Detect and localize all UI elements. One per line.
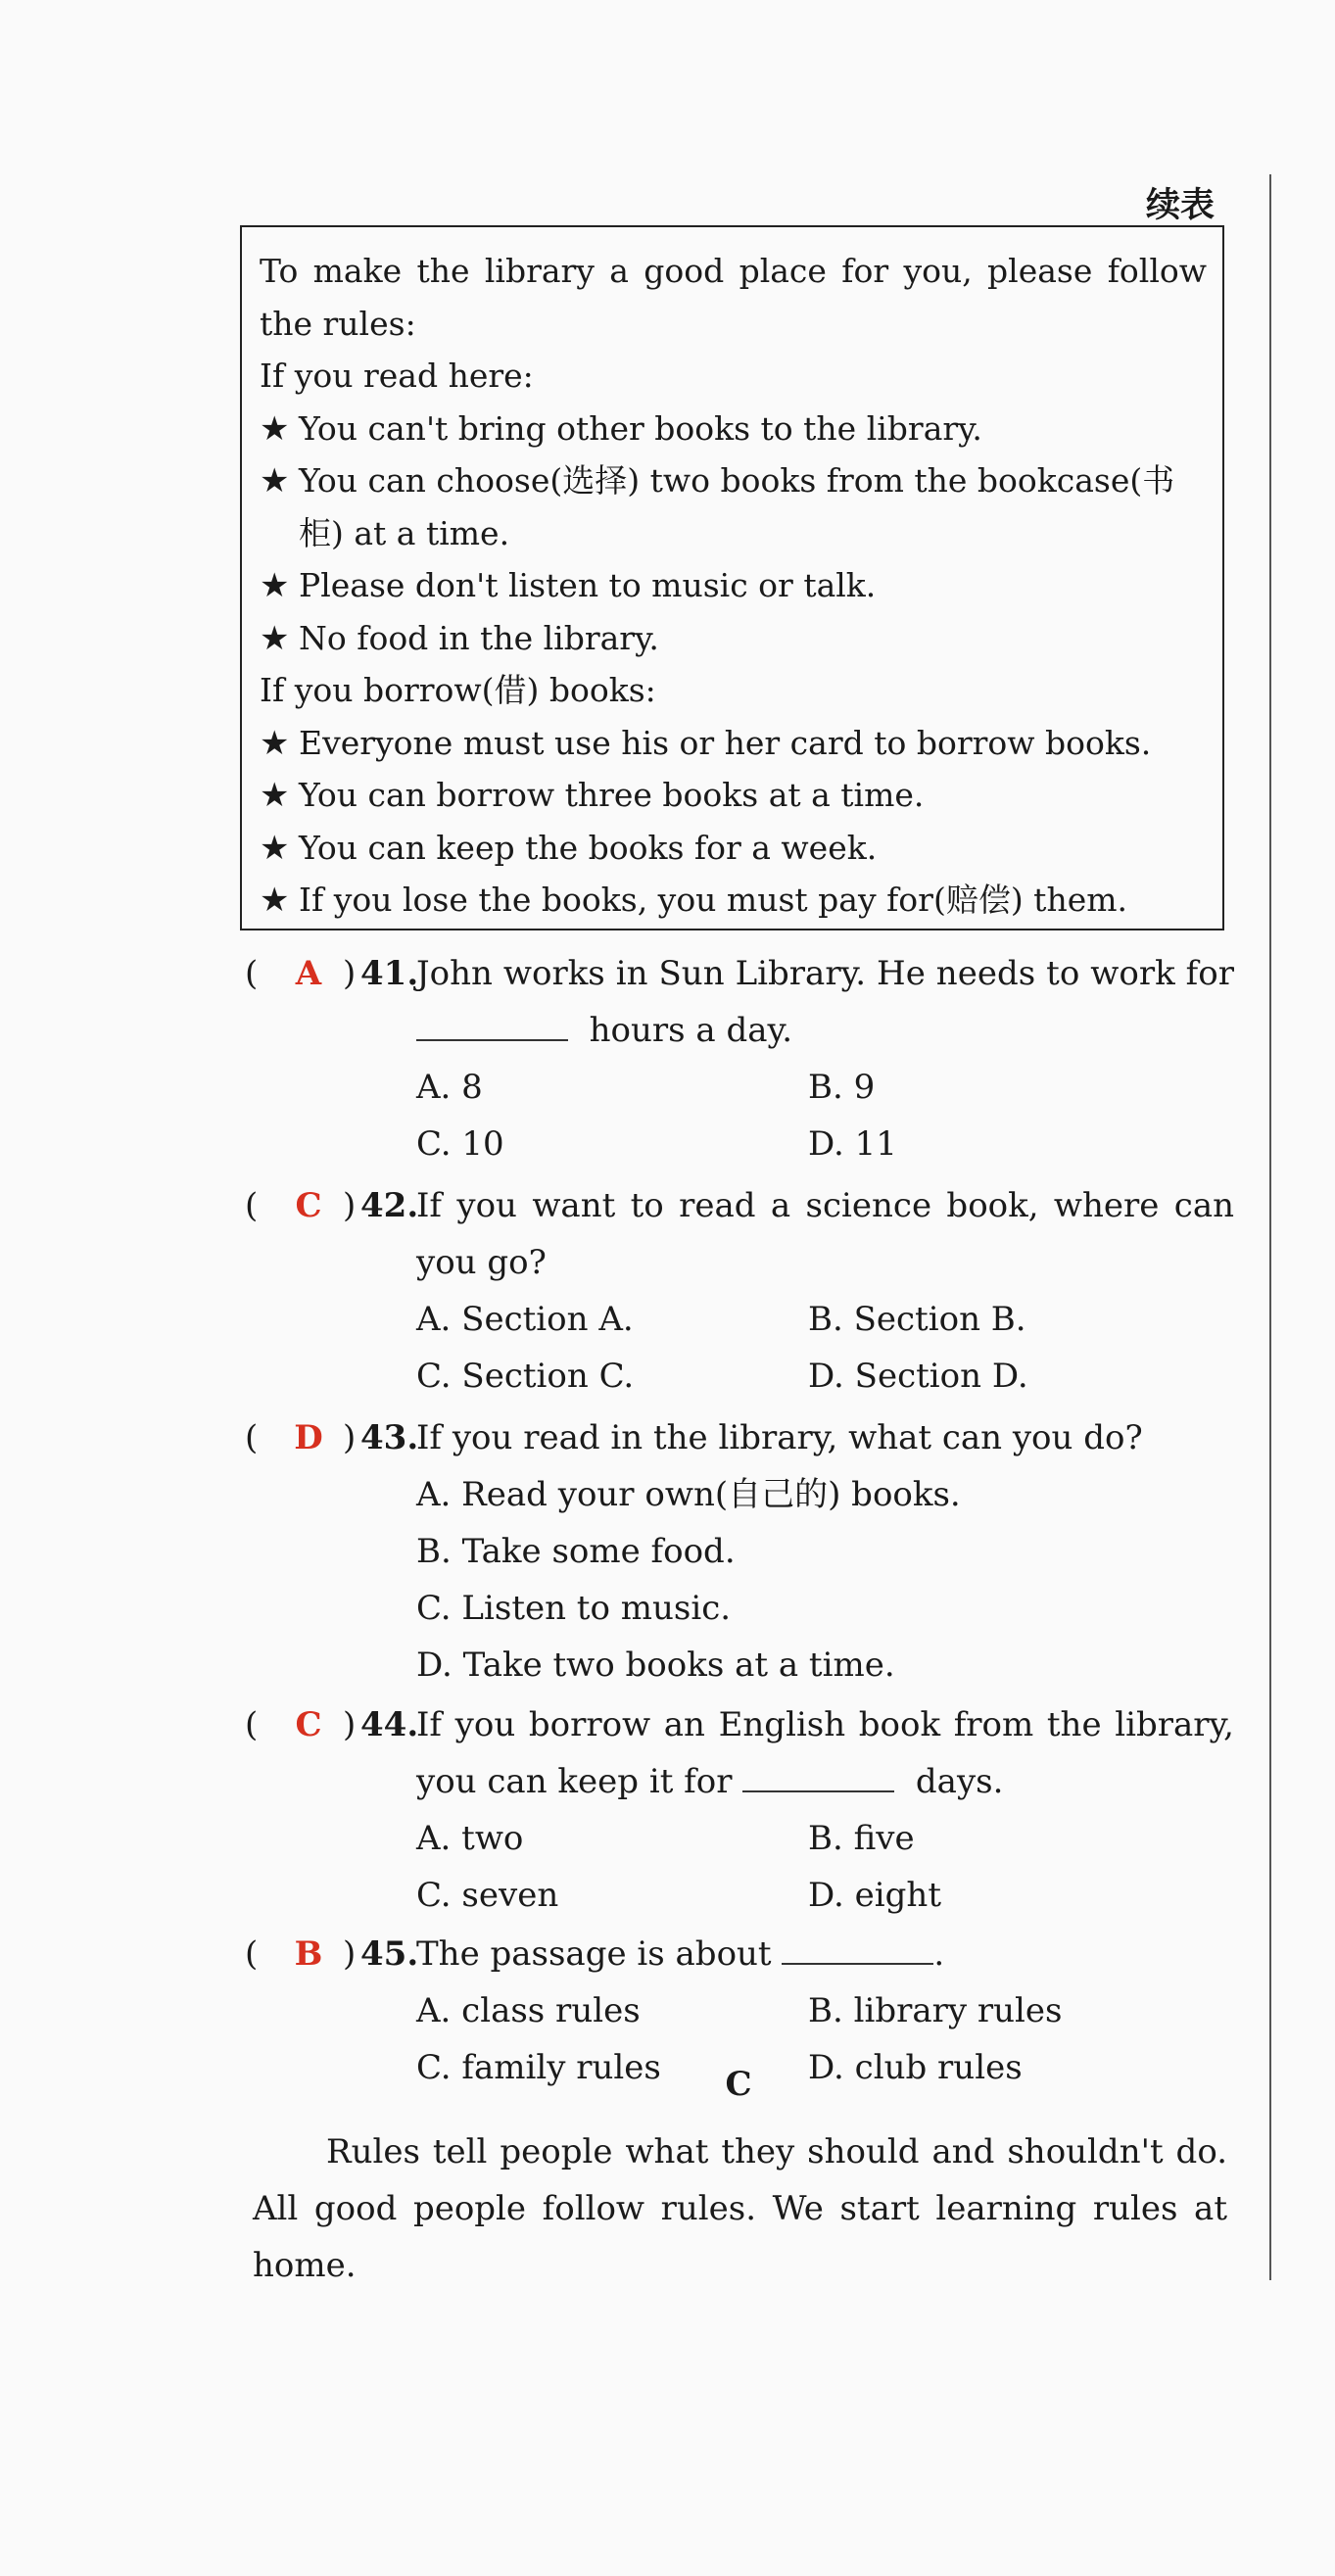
notice-line: If you borrow(借) books: (260, 671, 656, 709)
option: B. Section B. (808, 1300, 1026, 1339)
option: C. family rules (416, 2048, 661, 2087)
question-43: ( D ) 43. If you read in the library, what can you do? A. Read your own(自己的) books. B. Take some food. C. Listen to music. D. Take two books at a time. (245, 1409, 1234, 1693)
question-41: ( A ) 41. John works in Sun Library. He needs to work for hours a day. A. 8 B. 9 C. 10 D. 11 (245, 945, 1234, 1172)
question-stem: you go? (416, 1243, 547, 1282)
question-stem: If you borrow an English book from the library, (416, 1705, 1234, 1744)
option: C. Section C. (416, 1357, 635, 1396)
margin-rule (1269, 174, 1271, 2280)
passage-line: All good people follow rules. We start learning rules at (253, 2189, 1227, 2228)
library-rules-notice (240, 225, 1224, 930)
star-icon: ★ (260, 828, 290, 868)
rule-item: ★ You can borrow three books at a time. (260, 769, 1207, 822)
option: A. Read your own(自己的) books. (416, 1475, 961, 1514)
notice-line: If you read here: (260, 357, 534, 395)
option: B. 9 (808, 1068, 876, 1107)
option: A. 8 (416, 1068, 483, 1107)
answer-letter: B (294, 1934, 323, 1974)
option: C. Listen to music. (416, 1589, 732, 1628)
question-44: ( C ) 44. If you borrow an English book from the library, you can keep it for days. A. two B. five C. seven D. eight (245, 1696, 1234, 1924)
rule-item: ★ You can choose(选择) two books from the bookcase(书 (260, 454, 1207, 507)
notice-line: 柜) at a time. (299, 513, 510, 552)
star-icon: ★ (260, 618, 290, 658)
rule-item: ★ Please don't listen to music or talk. (260, 559, 1207, 612)
rule-item: ★ You can keep the books for a week. (260, 822, 1207, 875)
question-42: ( C ) 42. If you want to read a science book, where can you go? A. Section A. B. Section B. C. Section C. D. Section D. (245, 1177, 1234, 1405)
answer-letter: C (295, 1186, 322, 1225)
option: B. Take some food. (416, 1532, 736, 1571)
section-title: C (725, 2065, 752, 2104)
question-stem: If you want to read a science book, where can (416, 1186, 1234, 1225)
option: C. seven (416, 1876, 559, 1915)
star-icon: ★ (260, 408, 290, 449)
answer-letter: A (295, 954, 322, 993)
answer-blank (416, 1004, 568, 1041)
question-45: ( B ) 45. The passage is about . A. class rules B. library rules C. family rules D. club rules (245, 1926, 1234, 2096)
option: B. library rules (808, 1991, 1063, 2030)
question-number: 42. (360, 1186, 419, 1225)
option: D. club rules (808, 2048, 1023, 2087)
question-number: 44. (360, 1705, 419, 1744)
option: A. Section A. (416, 1300, 634, 1339)
rule-item: ★ Everyone must use his or her card to borrow books. (260, 717, 1207, 770)
question-stem: The passage is about . (416, 1926, 1234, 1982)
option: D. Section D. (808, 1357, 1028, 1396)
rule-item: ★ No food in the library. (260, 612, 1207, 665)
passage-line: Rules tell people what they should and shouldn't do. (326, 2132, 1227, 2171)
notice-line: To make the library a good place for you, please follow (260, 252, 1207, 290)
option: A. two (416, 1819, 524, 1858)
question-number: 41. (360, 954, 419, 993)
option: D. eight (808, 1876, 941, 1915)
star-icon: ★ (260, 461, 290, 501)
passage-paragraph (253, 2123, 1227, 2294)
option: B. five (808, 1819, 915, 1858)
answer-blank (782, 1928, 933, 1965)
option: D. Take two books at a time. (416, 1646, 895, 1685)
question-stem: John works in Sun Library. He needs to work for (416, 954, 1234, 993)
option: A. class rules (416, 1991, 641, 2030)
answer-letter: D (294, 1418, 323, 1457)
question-stem: If you read in the library, what can you do? (416, 1418, 1143, 1457)
answer-blank (742, 1755, 894, 1792)
star-icon: ★ (260, 881, 290, 920)
star-icon: ★ (260, 566, 290, 605)
question-number: 43. (360, 1418, 419, 1457)
passage-line: home. (253, 2246, 357, 2285)
rule-item: ★ If you lose the books, you must pay for(赔偿) them. (260, 874, 1207, 927)
answer-letter: C (295, 1705, 322, 1744)
rule-item: ★ You can't bring other books to the library. (260, 403, 1207, 455)
option: D. 11 (808, 1124, 897, 1164)
option: C. 10 (416, 1124, 504, 1164)
star-icon: ★ (260, 776, 290, 815)
notice-line: the rules: (260, 304, 416, 343)
question-number: 45. (360, 1934, 419, 1974)
continued-label: 续表 (1146, 186, 1216, 225)
star-icon: ★ (260, 723, 290, 763)
